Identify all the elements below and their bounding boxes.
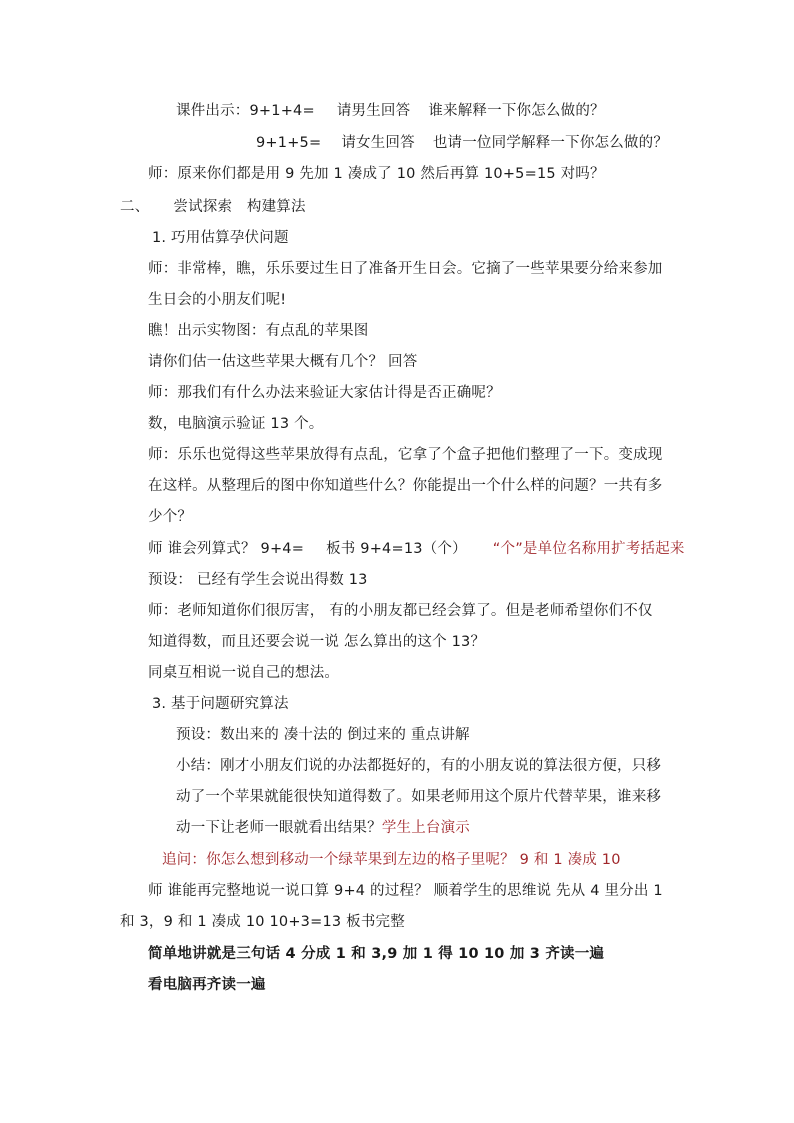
paragraph-line: 请你们估一估这些苹果大概有几个？ 回答 bbox=[148, 354, 418, 370]
paragraph-line: 师：乐乐也觉得这些苹果放得有点乱，它拿了个盒子把他们整理了一下。变成现 bbox=[148, 447, 663, 463]
paragraph-line: 师：非常棒，瞧，乐乐要过生日了准备开生日会。它摘了一些苹果要分给来参加 bbox=[148, 261, 663, 277]
subheading-3: 3. 基于问题研究算法 bbox=[152, 696, 289, 712]
paragraph-line: 少个？ bbox=[148, 509, 193, 525]
follow-up-question: 追问：你怎么想到移动一个绿苹果到左边的格子里呢？ 9 和 1 凑成 10 bbox=[162, 852, 621, 868]
subheading-1: 1. 巧用估算孕伏问题 bbox=[152, 230, 289, 246]
courseware-line-2: 9+1+5= 请女生回答 也请一位同学解释一下你怎么做的？ bbox=[256, 135, 669, 151]
paragraph-line: 预设：数出来的 凑十法的 倒过来的 重点讲解 bbox=[176, 727, 470, 743]
paragraph-line: 预设： 已经有学生会说出得数 13 bbox=[148, 572, 368, 588]
paragraph-line: 数，电脑演示验证 13 个。 bbox=[148, 416, 324, 432]
paragraph-line: 师：老师知道你们很厉害， 有的小朋友都已经会算了。但是老师希望你们不仅 bbox=[148, 603, 653, 619]
teacher-line-1: 师：原来你们都是用 9 先加 1 凑成了 10 然后再算 10+5=15 对吗？ bbox=[148, 166, 605, 182]
summary-line: 简单地讲就是三句话 4 分成 1 和 3,9 加 1 得 10 10 加 3 齐读一遍 bbox=[148, 946, 605, 962]
paragraph-line: 动一下让老师一眼就看出结果？学生上台演示 bbox=[176, 820, 471, 836]
paragraph-line: 师：那我们有什么办法来验证大家估计得是否正确呢？ bbox=[148, 385, 501, 401]
paragraph-line: 同桌互相说一说自己的想法。 bbox=[148, 665, 340, 681]
paragraph-line: 瞧！出示实物图：有点乱的苹果图 bbox=[148, 323, 369, 339]
equation-line: 师 谁会列算式？ 9+4= 板书 9+4=13（个） “个”是单位名称用扩考括起来 bbox=[148, 541, 685, 557]
courseware-line-1: 课件出示：9+1+4= 请男生回答 谁来解释一下你怎么做的？ bbox=[176, 103, 605, 119]
student-demo-note: 学生上台演示 bbox=[381, 820, 471, 836]
paragraph-line: 知道得数，而且还要会说一说 怎么算出的这个 13？ bbox=[148, 634, 486, 650]
paragraph-line: 师 谁能再完整地说一说口算 9+4 的过程？ 顺着学生的思维说 先从 4 里分出 1 bbox=[148, 883, 663, 899]
paragraph-line: 生日会的小朋友们呢! bbox=[148, 292, 287, 308]
section-heading-2: 二、 尝试探索 构建算法 bbox=[120, 199, 306, 215]
paragraph-line: 在这样。从整理后的图中你知道些什么？你能提出一个什么样的问题？一共有多 bbox=[148, 478, 663, 494]
unit-note: “个”是单位名称用扩考括起来 bbox=[492, 541, 685, 557]
paragraph-line: 动了一个苹果就能很快知道得数了。如果老师用这个原片代替苹果，谁来移 bbox=[176, 789, 662, 805]
summary-line: 看电脑再齐读一遍 bbox=[148, 977, 266, 993]
paragraph-line: 和 3，9 和 1 凑成 10 10+3=13 板书完整 bbox=[120, 914, 405, 930]
paragraph-line: 小结：刚才小朋友们说的办法都挺好的，有的小朋友说的算法很方便，只移 bbox=[176, 758, 662, 774]
